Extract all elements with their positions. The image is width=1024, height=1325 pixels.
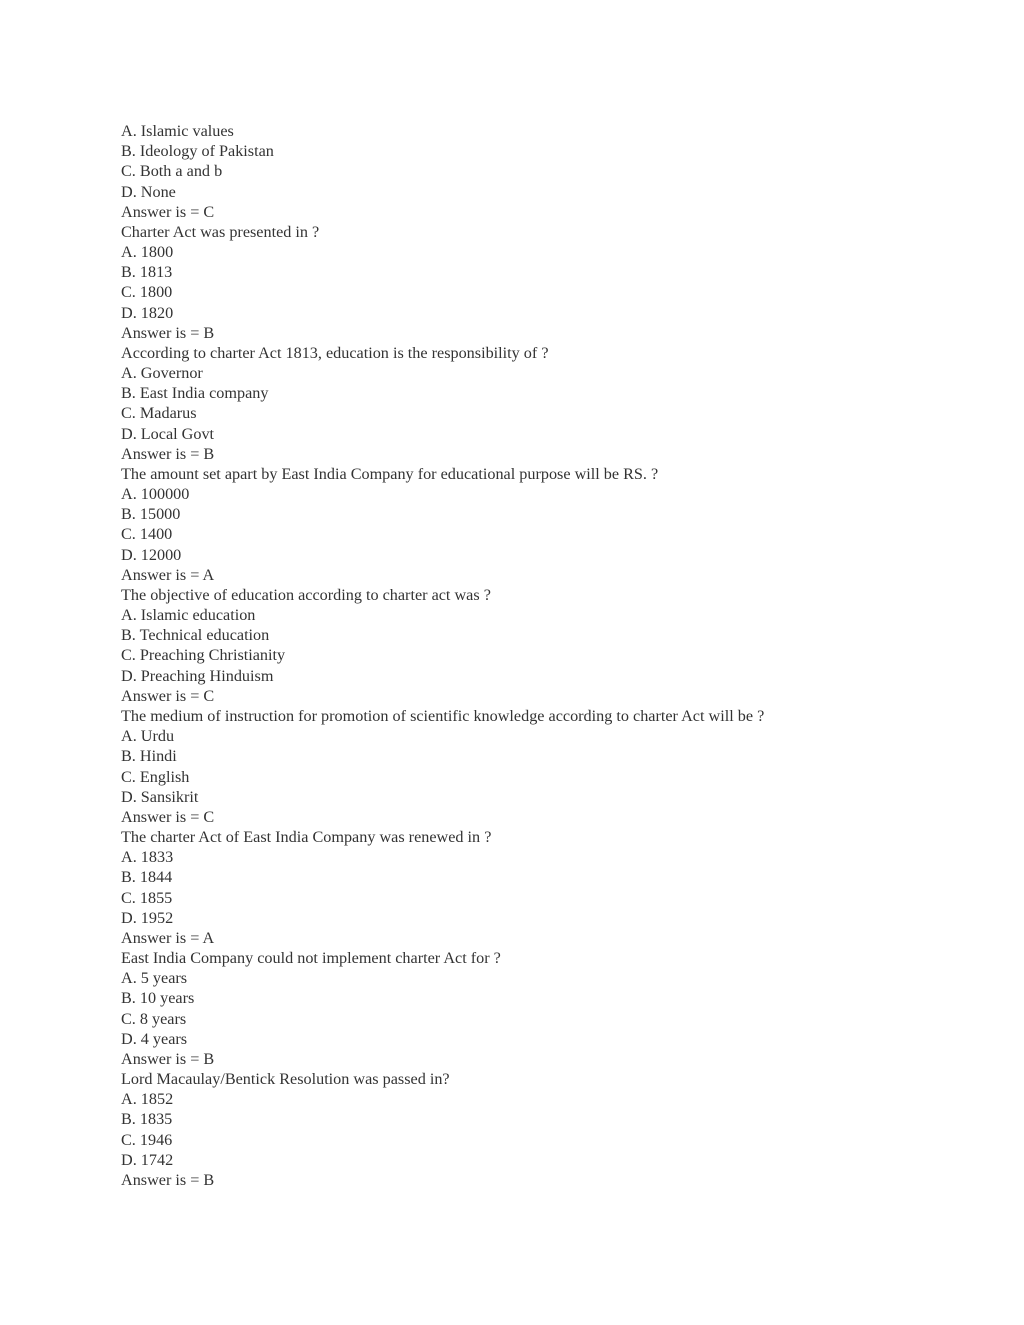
- option-line: A. 5 years: [121, 969, 188, 988]
- answer-line: Answer is = B: [121, 323, 215, 342]
- answer-line: Answer is = B: [121, 1170, 215, 1189]
- question-line: The medium of instruction for promotion of scientific knowledge according to charter Act will be ?: [121, 706, 765, 725]
- option-line: C. Both a and b: [121, 162, 223, 181]
- option-line: D. 1820: [121, 303, 174, 322]
- option-line: D. Preaching Hinduism: [121, 666, 274, 685]
- answer-line: Answer is = C: [121, 202, 215, 221]
- question-line: Lord Macaulay/Bentick Resolution was passed in?: [121, 1070, 450, 1089]
- option-line: A. Islamic values: [121, 122, 234, 140]
- option-line: C. 1855: [121, 888, 173, 907]
- option-line: B. Technical education: [121, 626, 270, 645]
- option-line: B. Hindi: [121, 747, 177, 766]
- option-line: B. 1813: [121, 263, 173, 282]
- option-line: D. 1742: [121, 1150, 174, 1169]
- option-line: B. 15000: [121, 505, 181, 524]
- option-line: D. Sansikrit: [121, 787, 199, 806]
- option-line: C. 1800: [121, 283, 173, 302]
- option-line: C. 1946: [121, 1130, 173, 1149]
- option-line: B. East India company: [121, 384, 269, 403]
- option-line: C. 8 years: [121, 1009, 187, 1028]
- answer-line: Answer is = C: [121, 807, 215, 826]
- option-line: C. English: [121, 767, 190, 786]
- option-line: A. 100000: [121, 485, 190, 504]
- option-line: C. Madarus: [121, 404, 197, 423]
- question-line: The charter Act of East India Company was renewed in ?: [121, 828, 492, 847]
- option-line: D. 12000: [121, 545, 182, 564]
- option-line: A. 1852: [121, 1090, 174, 1109]
- option-line: A. Urdu: [121, 727, 175, 746]
- question-line: East India Company could not implement charter Act for ?: [121, 949, 501, 968]
- answer-line: Answer is = B: [121, 1049, 215, 1068]
- option-line: B. Ideology of Pakistan: [121, 142, 274, 161]
- question-line: Charter Act was presented in ?: [121, 222, 320, 241]
- option-line: A. 1800: [121, 243, 174, 262]
- option-line: B. 1844: [121, 868, 173, 887]
- option-line: B. 10 years: [121, 989, 195, 1008]
- option-line: C. Preaching Christianity: [121, 646, 286, 665]
- answer-line: Answer is = A: [121, 565, 215, 584]
- option-line: C. 1400: [121, 525, 173, 544]
- quiz-text: [121, 121, 981, 1190]
- answer-line: Answer is = A: [121, 928, 215, 947]
- answer-line: Answer is = B: [121, 444, 215, 463]
- question-line: According to charter Act 1813, education is the responsibility of ?: [121, 343, 549, 362]
- option-line: D. 1952: [121, 908, 174, 927]
- option-line: A. Islamic education: [121, 606, 256, 625]
- option-line: A. Governor: [121, 364, 203, 383]
- option-line: A. 1833: [121, 848, 174, 867]
- option-line: D. 4 years: [121, 1029, 188, 1048]
- option-line: D. None: [121, 182, 176, 201]
- option-line: B. 1835: [121, 1110, 173, 1129]
- answer-line: Answer is = C: [121, 686, 215, 705]
- option-line: D. Local Govt: [121, 424, 215, 443]
- question-line: The objective of education according to charter act was ?: [121, 585, 491, 604]
- question-line: The amount set apart by East India Company for educational purpose will be RS. ?: [121, 464, 659, 483]
